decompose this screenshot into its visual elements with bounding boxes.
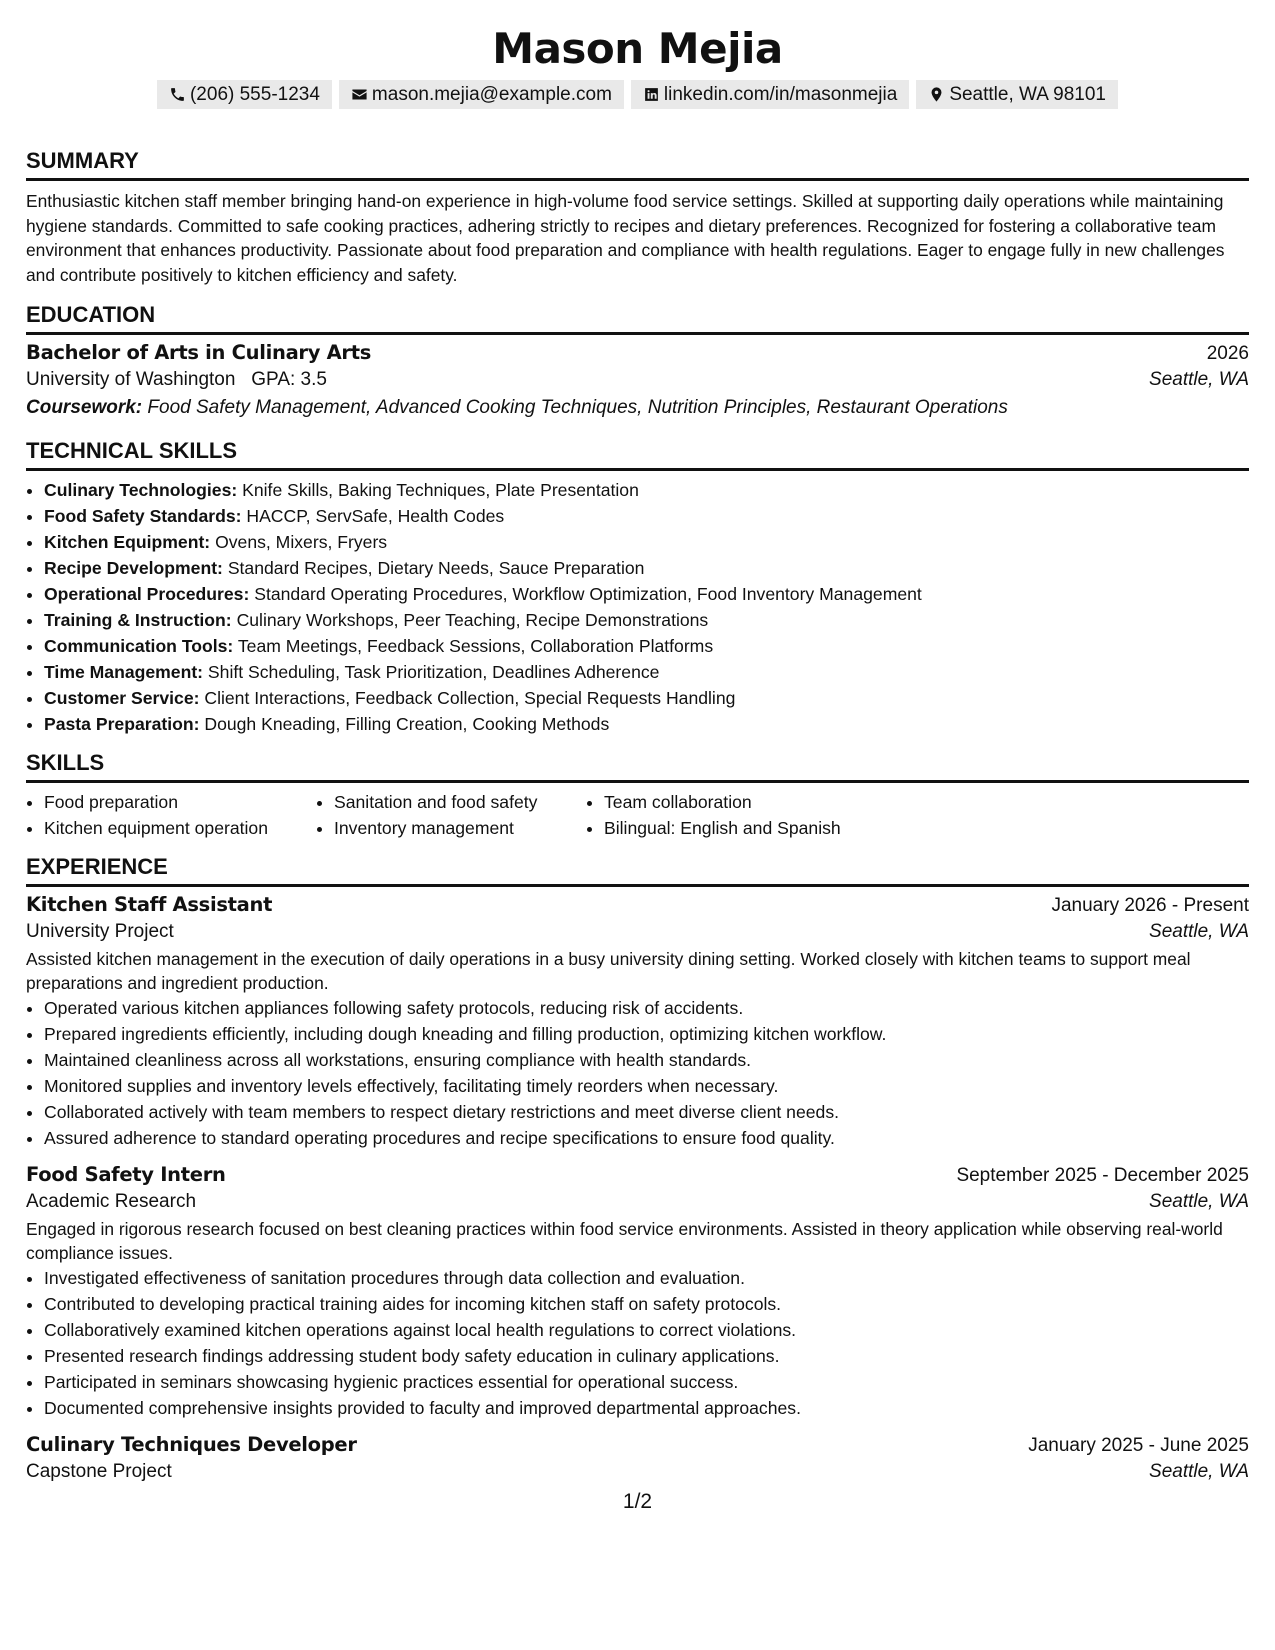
list-item: • Prepared ingredients efficiently, including dough kneading and filling production, optimizing kitchen workflow.: [44, 1021, 1249, 1047]
contact-bar: [26, 80, 1249, 109]
skill-label: Food Safety Standards:: [44, 506, 242, 526]
list-item: • Operated various kitchen appliances following safety protocols, reducing risk of accidents.: [44, 995, 1249, 1021]
job-title: Culinary Techniques Developer: [26, 1433, 357, 1456]
map-pin-icon: [928, 86, 945, 103]
job-bullets: [26, 1265, 1249, 1421]
job-location: Seattle, WA: [1149, 1191, 1249, 1212]
job-dates: January 2026 - Present: [1051, 895, 1249, 916]
job-entry: [26, 1433, 1249, 1483]
skill-value: Standard Operating Procedures, Workflow Optimization, Food Inventory Management: [254, 584, 922, 604]
section-title: EDUCATION: [26, 301, 1249, 335]
job-sub-row: [26, 1191, 1249, 1213]
job-sub-row: [26, 921, 1249, 943]
skills-section: [26, 749, 1249, 841]
section-title: EXPERIENCE: [26, 853, 1249, 887]
job-org: Capstone Project: [26, 1461, 172, 1482]
contact-phone[interactable]: [157, 80, 332, 109]
list-item: [44, 711, 1249, 737]
summary-section: [26, 147, 1249, 287]
section-title: SUMMARY: [26, 147, 1249, 181]
skill-label: Pasta Preparation:: [44, 714, 200, 734]
list-item: • Inventory management: [334, 815, 586, 841]
section-title: SKILLS: [26, 749, 1249, 783]
skills-column: [26, 789, 316, 841]
phone-icon: [169, 86, 186, 103]
list-item: • Kitchen equipment operation: [44, 815, 316, 841]
list-item: [44, 477, 1249, 503]
skill-label: Culinary Technologies:: [44, 480, 238, 500]
education-header-row: [26, 341, 1249, 365]
technical-skills-list: [26, 477, 1249, 737]
job-description: Engaged in rigorous research focused on best cleaning practices within food service environments. Assisted in theory application while observing real-world compliance issues.: [26, 1219, 1223, 1263]
list-item: • Monitored supplies and inventory levels effectively, facilitating timely reorders when necessary.: [44, 1073, 1249, 1099]
skill-label: Recipe Development:: [44, 558, 223, 578]
contact-location: [916, 80, 1118, 109]
skills-column: [316, 789, 586, 841]
list-item: • Participated in seminars showcasing hygienic practices essential for operational success.: [44, 1369, 1249, 1395]
job-org: Academic Research: [26, 1191, 197, 1212]
list-item: [44, 633, 1249, 659]
contact-linkedin-text: linkedin.com/in/masonmejia: [663, 83, 898, 105]
skill-label: Kitchen Equipment:: [44, 532, 211, 552]
list-item: • Food preparation: [44, 789, 316, 815]
list-item: • Bilingual: English and Spanish: [604, 815, 841, 841]
job-location: Seattle, WA: [1149, 1461, 1249, 1482]
skill-value: HACCP, ServSafe, Health Codes: [246, 506, 505, 526]
school-line: [26, 369, 327, 391]
job-entry: [26, 1163, 1249, 1421]
skill-label: Time Management:: [44, 662, 204, 682]
list-item: [44, 581, 1249, 607]
skill-value: Team Meetings, Feedback Sessions, Collaboration Platforms: [237, 636, 714, 656]
contact-email-text: mason.mejia@example.com: [371, 83, 612, 105]
job-header-row: [26, 1433, 1249, 1457]
list-item: [44, 685, 1249, 711]
skill-label: Operational Procedures:: [44, 584, 250, 604]
skill-value: Ovens, Mixers, Fryers: [215, 532, 388, 552]
technical-skills-section: [26, 437, 1249, 737]
skill-value: Dough Kneading, Filling Creation, Cooking Methods: [204, 714, 610, 734]
job-header-row: [26, 893, 1249, 917]
skills-grid: [26, 789, 1249, 841]
skill-value: Shift Scheduling, Task Prioritization, Deadlines Adherence: [207, 662, 660, 682]
job-sub-row: [26, 1461, 1249, 1483]
linkedin-icon: [643, 86, 660, 103]
list-item: • Team collaboration: [604, 789, 841, 815]
coursework-label: Coursework:: [26, 397, 143, 418]
envelope-icon: [351, 86, 368, 103]
summary-text: Enthusiastic kitchen staff member bringing hand-on experience in high-volume food service settings. Skilled at supporting daily operations while maintaining hygiene standards. Committed to safe cooking practices, adhering strictly to recipes and dietary preferences. Recognized for fostering a collaborative team environment that enhances productivity. Passionate about food preparation and compliance with health regulations. Eager to engage fully in new challenges and contribute positively to kitchen efficiency and safety.: [26, 191, 1225, 285]
list-item: • Assured adherence to standard operating procedures and recipe specifications to ensure food quality.: [44, 1125, 1249, 1151]
experience-section: [26, 853, 1249, 1483]
list-item: • Presented research findings addressing student body safety education in culinary applications.: [44, 1343, 1249, 1369]
contact-phone-text: (206) 555-1234: [189, 83, 320, 105]
skill-label: Customer Service:: [44, 688, 200, 708]
job-bullets: [26, 995, 1249, 1151]
education-section: [26, 301, 1249, 419]
list-item: [44, 555, 1249, 581]
gpa: GPA: 3.5: [251, 369, 327, 390]
job-header-row: [26, 1163, 1249, 1187]
skill-value: Knife Skills, Baking Techniques, Plate Presentation: [242, 480, 639, 500]
list-item: • Collaboratively examined kitchen operations against local health regulations to correct violations.: [44, 1317, 1249, 1343]
list-item: • Collaborated actively with team members to respect dietary restrictions and meet diverse client needs.: [44, 1099, 1249, 1125]
education-sub-row: [26, 369, 1249, 391]
job-entry: [26, 893, 1249, 1151]
list-item: • Sanitation and food safety: [334, 789, 586, 815]
list-item: [44, 529, 1249, 555]
job-description: Assisted kitchen management in the execution of daily operations in a busy university dining setting. Worked closely with kitchen teams to support meal preparations and ingredient production.: [26, 949, 1191, 993]
skill-value: Culinary Workshops, Peer Teaching, Recipe Demonstrations: [236, 610, 709, 630]
skill-label: Communication Tools:: [44, 636, 234, 656]
list-item: • Documented comprehensive insights provided to faculty and improved departmental approaches.: [44, 1395, 1249, 1421]
job-location: Seattle, WA: [1149, 921, 1249, 942]
skills-column: [586, 789, 841, 841]
contact-linkedin[interactable]: [631, 80, 909, 109]
section-title: TECHNICAL SKILLS: [26, 437, 1249, 471]
job-dates: September 2025 - December 2025: [956, 1165, 1249, 1186]
job-dates: January 2025 - June 2025: [1028, 1435, 1249, 1456]
skill-value: Standard Recipes, Dietary Needs, Sauce Preparation: [227, 558, 645, 578]
page-number: 1/2: [622, 1490, 653, 1513]
job-title: Food Safety Intern: [26, 1163, 226, 1186]
education-location: Seattle, WA: [1149, 369, 1249, 390]
candidate-name: Mason Mejia: [492, 24, 783, 73]
list-item: [44, 659, 1249, 685]
contact-location-text: Seattle, WA 98101: [949, 83, 1106, 105]
list-item: [44, 503, 1249, 529]
list-item: • Contributed to developing practical training aides for incoming kitchen staff on safety protocols.: [44, 1291, 1249, 1317]
contact-email[interactable]: [339, 80, 624, 109]
list-item: • Maintained cleanliness across all workstations, ensuring compliance with health standards.: [44, 1047, 1249, 1073]
list-item: • Investigated effectiveness of sanitation procedures through data collection and evaluation.: [44, 1265, 1249, 1291]
skill-value: Client Interactions, Feedback Collection, Special Requests Handling: [204, 688, 736, 708]
coursework-list: Food Safety Management, Advanced Cooking Techniques, Nutrition Principles, Restaurant Operations: [147, 397, 1008, 418]
school-name: University of Washington: [26, 369, 236, 390]
degree: Bachelor of Arts in Culinary Arts: [26, 341, 372, 364]
coursework: [26, 397, 1249, 419]
job-org: University Project: [26, 921, 174, 942]
job-title: Kitchen Staff Assistant: [26, 893, 273, 916]
graduation-year: 2026: [1206, 343, 1249, 364]
skill-label: Training & Instruction:: [44, 610, 232, 630]
list-item: [44, 607, 1249, 633]
